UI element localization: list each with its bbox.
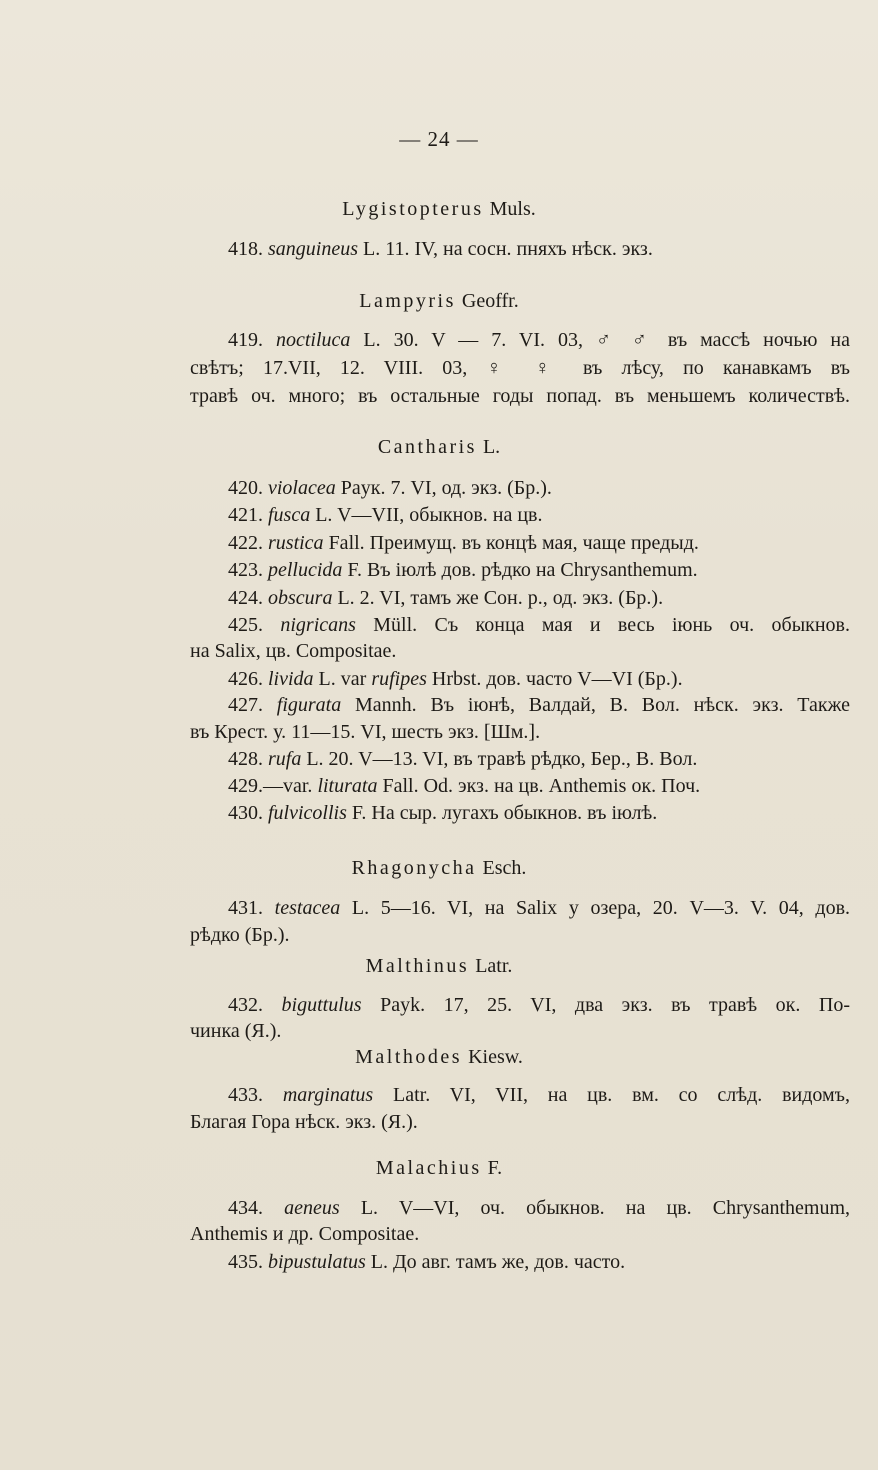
entry-text: F. На сыр. лугахъ обыкнов. въ іюлѣ.	[346, 802, 658, 824]
genus-heading	[0, 955, 878, 978]
genus-author: Latr.	[475, 955, 513, 977]
entry-425	[228, 612, 850, 638]
genus-name: Malthodes	[355, 1046, 463, 1068]
entry-number: 419.	[228, 329, 263, 351]
species-name: pellucida	[268, 559, 343, 581]
entry-text: Рayк. 7. VI, од. экз. (Бр.).	[335, 477, 552, 499]
entry-431	[228, 895, 850, 921]
species-name: testacea	[274, 897, 341, 919]
entry-424	[228, 585, 850, 611]
species-name: sanguineus	[268, 238, 358, 260]
entry-422	[228, 530, 850, 556]
entry-number: 426.	[228, 668, 263, 690]
genus-heading	[0, 1157, 878, 1180]
species-name: obscura	[268, 587, 333, 609]
entry-number: 422.	[228, 532, 263, 554]
entry-number: 424.	[228, 587, 263, 609]
entry-435	[228, 1249, 850, 1275]
species-name: nigricans	[280, 614, 356, 636]
species-name: violacea	[268, 477, 336, 499]
entry-text: L. V—VII, обыкнов. на цв.	[310, 504, 543, 526]
entry-number: 430.	[228, 802, 263, 824]
entry-number: 423.	[228, 559, 263, 581]
entry-text: Fall. Преимущ. въ концѣ мая, чаще предыд.	[323, 532, 699, 554]
entry-text: L. 20. V—13. VI, въ травѣ рѣдко, Бер., В. Вол.	[301, 748, 698, 770]
entry-429	[228, 773, 850, 799]
entry-text: L. 11. IV, на сосн. пняхъ нѣск. экз.	[358, 238, 653, 260]
genus-heading	[0, 198, 878, 221]
genus-name: Malthinus	[365, 955, 470, 977]
entry-427	[228, 692, 850, 718]
entry-number: 427.	[228, 694, 263, 716]
entry-number: 418.	[228, 238, 263, 260]
entry-number: 432.	[228, 994, 263, 1016]
entry-number: 435.	[228, 1251, 263, 1273]
entry-428	[228, 746, 850, 772]
entry-434	[228, 1195, 850, 1221]
entry-text: L. 30. V — 7. VI. 03, ♂ ♂ въ массѣ ночью на	[350, 329, 850, 351]
entry-number: 421.	[228, 504, 263, 526]
species-name: aeneus	[284, 1197, 340, 1219]
entry-number: 431.	[228, 897, 263, 919]
entry-426	[228, 666, 850, 692]
entry-number: 434.	[228, 1197, 263, 1219]
genus-author: L.	[482, 436, 501, 458]
species-name: biguttulus	[281, 994, 362, 1016]
genus-name: Cantharis	[377, 436, 477, 458]
entry-text: L. V—VI, оч. обыкнов. на цв. Chrysanthemum,	[339, 1197, 850, 1219]
entry-433	[228, 1082, 850, 1108]
entry-419-cont: свѣтъ; 17.VII, 12. VIII. 03, ♀ ♀ въ лѣсу, по канавкамъ въ	[190, 357, 850, 379]
genus-name: Malachius	[375, 1157, 482, 1179]
entry-number: 429.—var.	[228, 775, 313, 797]
entry-text: L. 5—16. VI, на Salix у озера, 20. V—3. V. 04, дов.	[340, 897, 851, 919]
page-number: — 24 —	[399, 127, 479, 151]
entry-430	[228, 800, 850, 826]
entry-421	[228, 502, 850, 528]
variety-name: rufipes	[371, 668, 427, 690]
entry-text: L. 2. VI, тамъ же Сон. р., од. экз. (Бр.).	[332, 587, 664, 609]
entry-432	[228, 992, 850, 1018]
entry-text: Latr. VI, VII, на цв. вм. со слѣд. видомъ,	[373, 1084, 851, 1106]
entry-433-cont: Благая Гора нѣск. экз. (Я.).	[190, 1111, 418, 1133]
entry-431-cont: рѣдко (Бр.).	[190, 924, 290, 946]
genus-author: F.	[487, 1157, 503, 1179]
entry-420	[228, 475, 850, 501]
species-name: fulvicollis	[268, 802, 347, 824]
species-name: figurata	[276, 694, 342, 716]
genus-author: Esch.	[482, 857, 527, 879]
genus-name: Rhagonycha	[351, 857, 477, 879]
entry-419	[228, 327, 850, 353]
entry-text: Payk. 17, 25. VI, два экз. въ травѣ ок. По-	[361, 994, 851, 1016]
entry-text: L. До авг. тамъ же, дов. часто.	[365, 1251, 626, 1273]
genus-heading	[0, 1046, 878, 1069]
entry-423	[228, 557, 850, 583]
genus-author: Kiesw.	[468, 1046, 523, 1068]
entry-number: 428.	[228, 748, 263, 770]
entry-425-cont: на Salix, цв. Compositae.	[190, 640, 397, 662]
entry-text: F. Въ іюлѣ дов. рѣдко на Chrysanthemum.	[342, 559, 698, 581]
genus-heading	[0, 436, 878, 459]
genus-name: Lampyris	[359, 290, 456, 312]
entry-432-cont: чинка (Я.).	[190, 1020, 282, 1042]
species-name: marginatus	[282, 1084, 374, 1106]
entry-419-cont: травѣ оч. много; въ остальные годы попад. въ меньшемъ количествѣ.	[190, 385, 850, 407]
entry-number: 420.	[228, 477, 263, 499]
genus-heading	[0, 290, 878, 313]
entry-number: 425.	[228, 614, 263, 636]
species-name: livida	[268, 668, 314, 690]
species-name: liturata	[317, 775, 378, 797]
species-name: rufa	[268, 748, 302, 770]
entry-text: Mannh. Въ іюнѣ, Валдай, В. Вол. нѣск. экз. Также	[341, 694, 851, 716]
species-name: fusca	[268, 504, 311, 526]
genus-author: Geoffr.	[461, 290, 519, 312]
entry-text: Hrbst. дов. часто V—VI (Бр.).	[426, 668, 683, 690]
genus-author: Muls.	[489, 198, 536, 220]
species-name: noctiluca	[275, 329, 351, 351]
species-name: rustica	[268, 532, 324, 554]
entry-418	[228, 236, 850, 262]
entry-434-cont: Anthemis и др. Compositae.	[190, 1223, 420, 1245]
entry-text: Müll. Съ конца мая и весь іюнь оч. обыкнов.	[355, 614, 851, 636]
species-name: bipustulatus	[268, 1251, 366, 1273]
entry-text: Fall. Od. экз. на цв. Anthemis ок. Поч.	[377, 775, 701, 797]
genus-heading	[0, 857, 878, 880]
entry-text: L. var	[313, 668, 372, 690]
genus-name: Lygistopterus	[342, 198, 484, 220]
entry-427-cont: въ Крест. у. 11—15. VI, шесть экз. [Шм.].	[190, 721, 541, 743]
entry-number: 433.	[228, 1084, 263, 1106]
